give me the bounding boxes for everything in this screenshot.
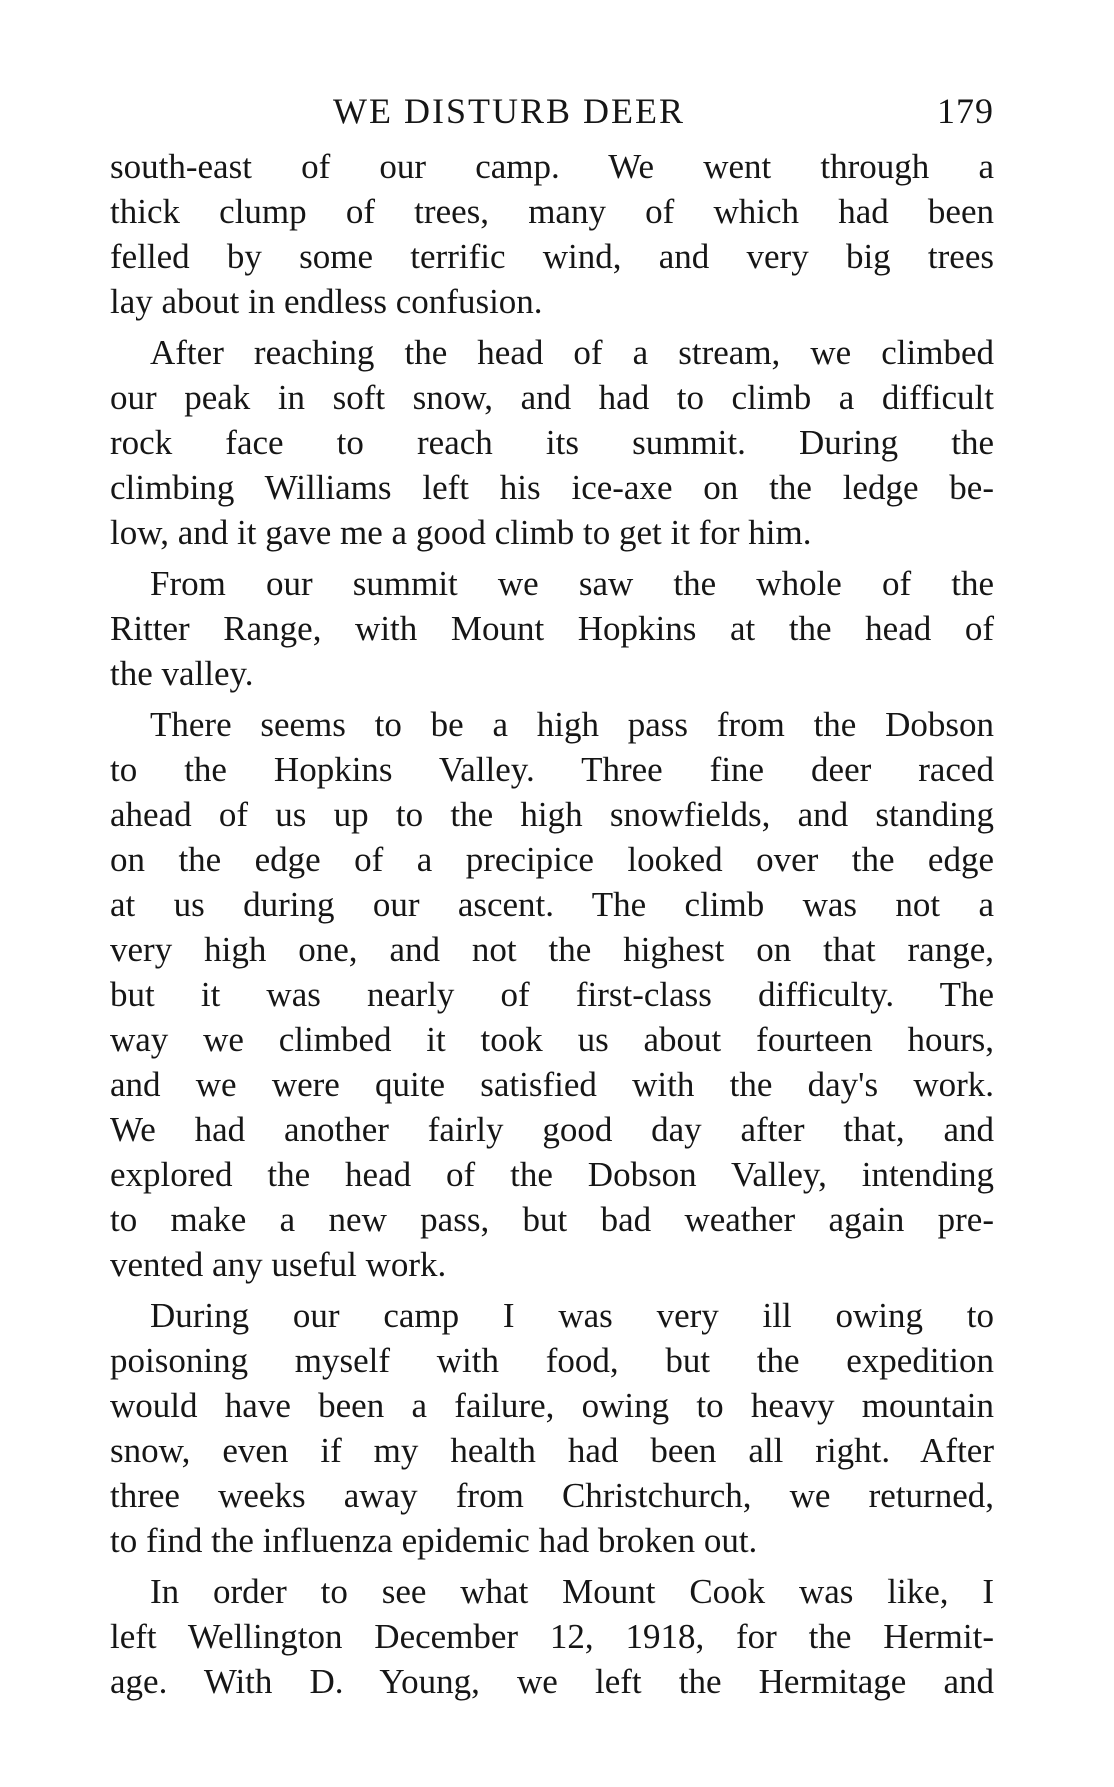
page-number: 179 (937, 91, 994, 131)
running-head (110, 86, 994, 136)
paragraph (110, 330, 994, 555)
text-line: Ritter Range, with Mount Hopkins at the head of (110, 609, 994, 648)
text-line: ahead of us up to the high snowfields, and standing (110, 795, 994, 834)
text-line: left Wellington December 12, 1918, for the Hermit- (110, 1617, 994, 1656)
body-text (110, 144, 994, 1704)
paragraph (110, 144, 994, 324)
text-line: felled by some terrific wind, and very big trees (110, 237, 994, 276)
text-line: very high one, and not the highest on that range, (110, 930, 994, 969)
running-title: WE DISTURB DEER (333, 91, 685, 131)
text-line: but it was nearly of first-class difficulty. The (110, 975, 994, 1014)
paragraph (110, 1569, 994, 1704)
text-line: at us during our ascent. The climb was not a (110, 885, 994, 924)
text-line: There seems to be a high pass from the Dobson (150, 705, 994, 744)
paragraph (110, 561, 994, 696)
text-line: to find the influenza epidemic had broken out. (110, 1521, 758, 1560)
text-line: explored the head of the Dobson Valley, intending (110, 1155, 994, 1194)
text-line: on the edge of a precipice looked over the edge (110, 840, 994, 879)
text-line: the valley. (110, 654, 254, 693)
text-line: south-east of our camp. We went through a (110, 147, 994, 186)
text-line: low, and it gave me a good climb to get it for him. (110, 513, 812, 552)
text-line: After reaching the head of a stream, we climbed (150, 333, 994, 372)
text-line: snow, even if my health had been all right. After (110, 1431, 994, 1470)
text-line: thick clump of trees, many of which had been (110, 192, 994, 231)
text-line: three weeks away from Christchurch, we returned, (110, 1476, 994, 1515)
book-page (110, 86, 994, 1704)
text-line: rock face to reach its summit. During the (110, 423, 994, 462)
text-line: vented any useful work. (110, 1245, 447, 1284)
text-line: During our camp I was very ill owing to (150, 1296, 994, 1335)
text-line: In order to see what Mount Cook was like, I (150, 1572, 994, 1611)
text-line: We had another fairly good day after that, and (110, 1110, 994, 1149)
text-line: poisoning myself with food, but the expedition (110, 1341, 994, 1380)
text-line: climbing Williams left his ice-axe on the ledge be- (110, 468, 994, 507)
text-line: would have been a failure, owing to heavy mountain (110, 1386, 994, 1425)
text-line: From our summit we saw the whole of the (150, 564, 994, 603)
text-line: to the Hopkins Valley. Three fine deer raced (110, 750, 994, 789)
text-line: and we were quite satisfied with the day's work. (110, 1065, 994, 1104)
text-line: our peak in soft snow, and had to climb a difficult (110, 378, 994, 417)
paragraph (110, 702, 994, 1287)
text-line: lay about in endless confusion. (110, 282, 543, 321)
text-line: way we climbed it took us about fourteen hours, (110, 1020, 994, 1059)
paragraph (110, 1293, 994, 1563)
text-line: to make a new pass, but bad weather again pre- (110, 1200, 994, 1239)
text-line: age. With D. Young, we left the Hermitage and (110, 1662, 994, 1701)
